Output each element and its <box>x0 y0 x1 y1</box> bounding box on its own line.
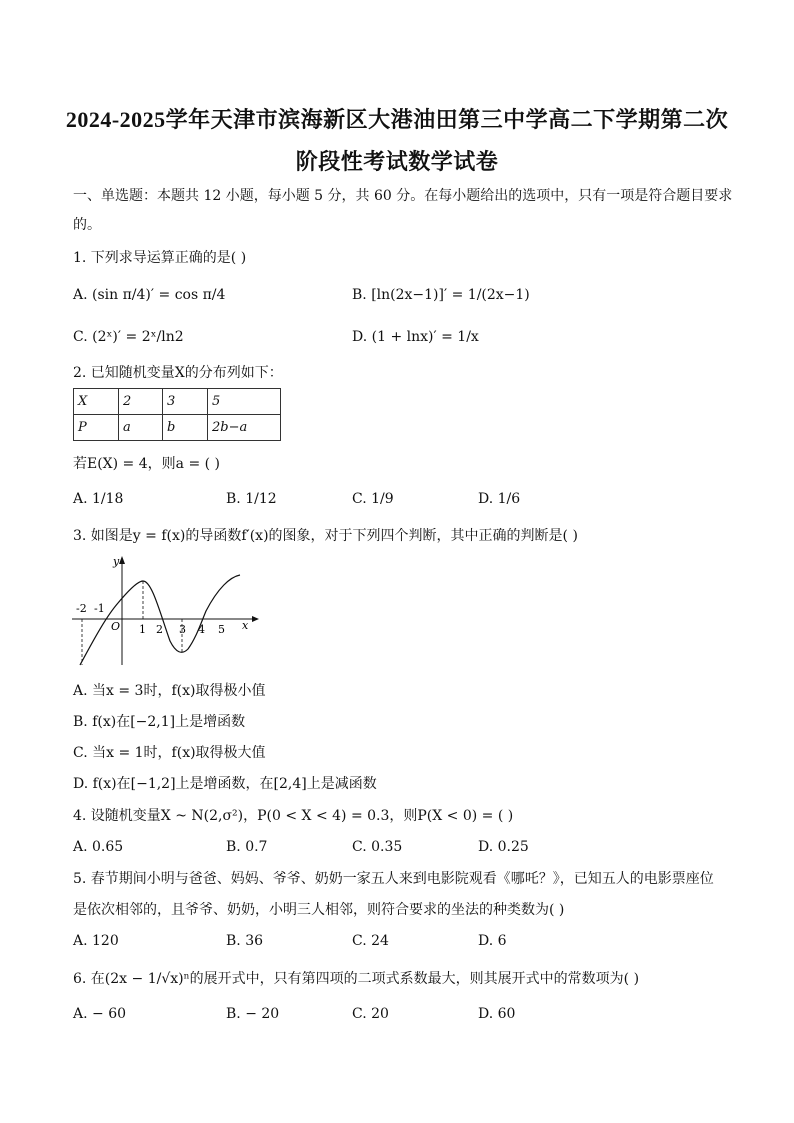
question-1-option-c: C. (2ˣ)′ = 2ˣ/ln2 <box>73 329 184 345</box>
exam-title-line2: 阶段性考试数学试卷 <box>295 149 499 174</box>
table-row <box>74 389 281 415</box>
question-2-option-a: A. 1/18 <box>73 491 124 507</box>
question-5-option-a: A. 120 <box>73 933 119 949</box>
tick-label: 2 <box>156 623 163 636</box>
tick-label: 1 <box>139 623 146 636</box>
question-2-option-b: B. 1/12 <box>226 491 277 507</box>
question-5-stem-line2: 是依次相邻的，且爷爷、奶奶，小明三人相邻，则符合要求的坐法的种类数为( ) <box>73 902 565 918</box>
question-4-stem: 4. 设随机变量X ~ N(2,σ²)，P(0 < X < 4) = 0.3，则P(X < 0) = ( ) <box>73 808 514 824</box>
question-2-option-c: C. 1/9 <box>352 491 394 507</box>
tick-label: 4 <box>198 623 205 636</box>
table-cell: 2b−a <box>208 415 281 441</box>
question-3-option-c: C. 当x = 1时，f(x)取得极大值 <box>73 745 266 761</box>
question-5-option-d: D. 6 <box>478 933 507 949</box>
table-cell: X <box>74 389 119 415</box>
question-1-stem: 1. 下列求导运算正确的是( ) <box>73 250 247 266</box>
question-3-option-a: A. 当x = 3时，f(x)取得极小值 <box>73 683 266 699</box>
x-axis-label: x <box>242 619 249 632</box>
x-axis-arrow <box>252 616 259 622</box>
section-instructions-line2: 的。 <box>73 217 101 233</box>
question-6-option-b: B. − 20 <box>226 1006 280 1022</box>
derivative-graph <box>70 553 260 673</box>
question-6-option-c: C. 20 <box>352 1006 389 1022</box>
question-2-stem: 2. 已知随机变量X的分布列如下： <box>73 365 283 381</box>
table-row <box>74 415 281 441</box>
question-3-option-b: B. f(x)在[−2,1]上是增函数 <box>73 714 246 730</box>
y-axis-label: y <box>113 555 120 568</box>
section-instructions-line1: 一、单选题：本题共 12 小题，每小题 5 分，共 60 分。在每小题给出的选项中，只有一项是符合题目要求 <box>73 188 733 204</box>
tick-label: 3 <box>179 623 186 636</box>
table-cell: 3 <box>163 389 208 415</box>
table-cell: a <box>119 415 163 441</box>
question-5-stem-line1: 5. 春节期间小明与爸爸、妈妈、爷爷、奶奶一家五人来到电影院观看《哪吒？》，已知五人的电影票座位 <box>73 871 714 887</box>
table-cell: 2 <box>119 389 163 415</box>
question-5-option-b: B. 36 <box>226 933 264 949</box>
question-5-option-c: C. 24 <box>352 933 389 949</box>
question-6-option-d: D. 60 <box>478 1006 516 1022</box>
question-4-option-c: C. 0.35 <box>352 839 403 855</box>
question-4-option-b: B. 0.7 <box>226 839 268 855</box>
question-4-option-a: A. 0.65 <box>73 839 124 855</box>
question-1-option-d: D. (1 + lnx)′ = 1/x <box>352 329 479 345</box>
question-3-option-d: D. f(x)在[−1,2]上是增函数，在[2,4]上是减函数 <box>73 776 377 792</box>
question-1-option-b: B. [ln(2x−1)]′ = 1/(2x−1) <box>352 287 530 303</box>
y-axis-arrow <box>119 556 125 564</box>
question-3-stem: 3. 如图是y = f(x)的导函数f′(x)的图象，对于下列四个判断，其中正确的判断是( ) <box>73 528 578 544</box>
table-cell: P <box>74 415 119 441</box>
origin-label: O <box>111 620 121 633</box>
table-cell: 5 <box>208 389 281 415</box>
question-2-option-d: D. 1/6 <box>478 491 521 507</box>
derivative-curve <box>80 575 240 665</box>
tick-label: -1 <box>94 602 105 615</box>
question-4-option-d: D. 0.25 <box>478 839 529 855</box>
question-1-option-a: A. (sin π/4)′ = cos π/4 <box>73 287 226 303</box>
question-6-option-a: A. − 60 <box>73 1006 127 1022</box>
question-2-condition: 若E(X) = 4，则a = ( ) <box>73 456 220 472</box>
table-cell: b <box>163 415 208 441</box>
tick-label: -2 <box>76 602 87 615</box>
distribution-table <box>73 388 281 441</box>
question-6-stem: 6. 在(2x − 1/√x)ⁿ的展开式中，只有第四项的二项式系数最大，则其展开式中的常数项为( ) <box>73 971 640 987</box>
exam-title-line1: 2024-2025学年天津市滨海新区大港油田第三中学高二下学期第二次 <box>65 107 729 132</box>
tick-label: 5 <box>218 623 225 636</box>
